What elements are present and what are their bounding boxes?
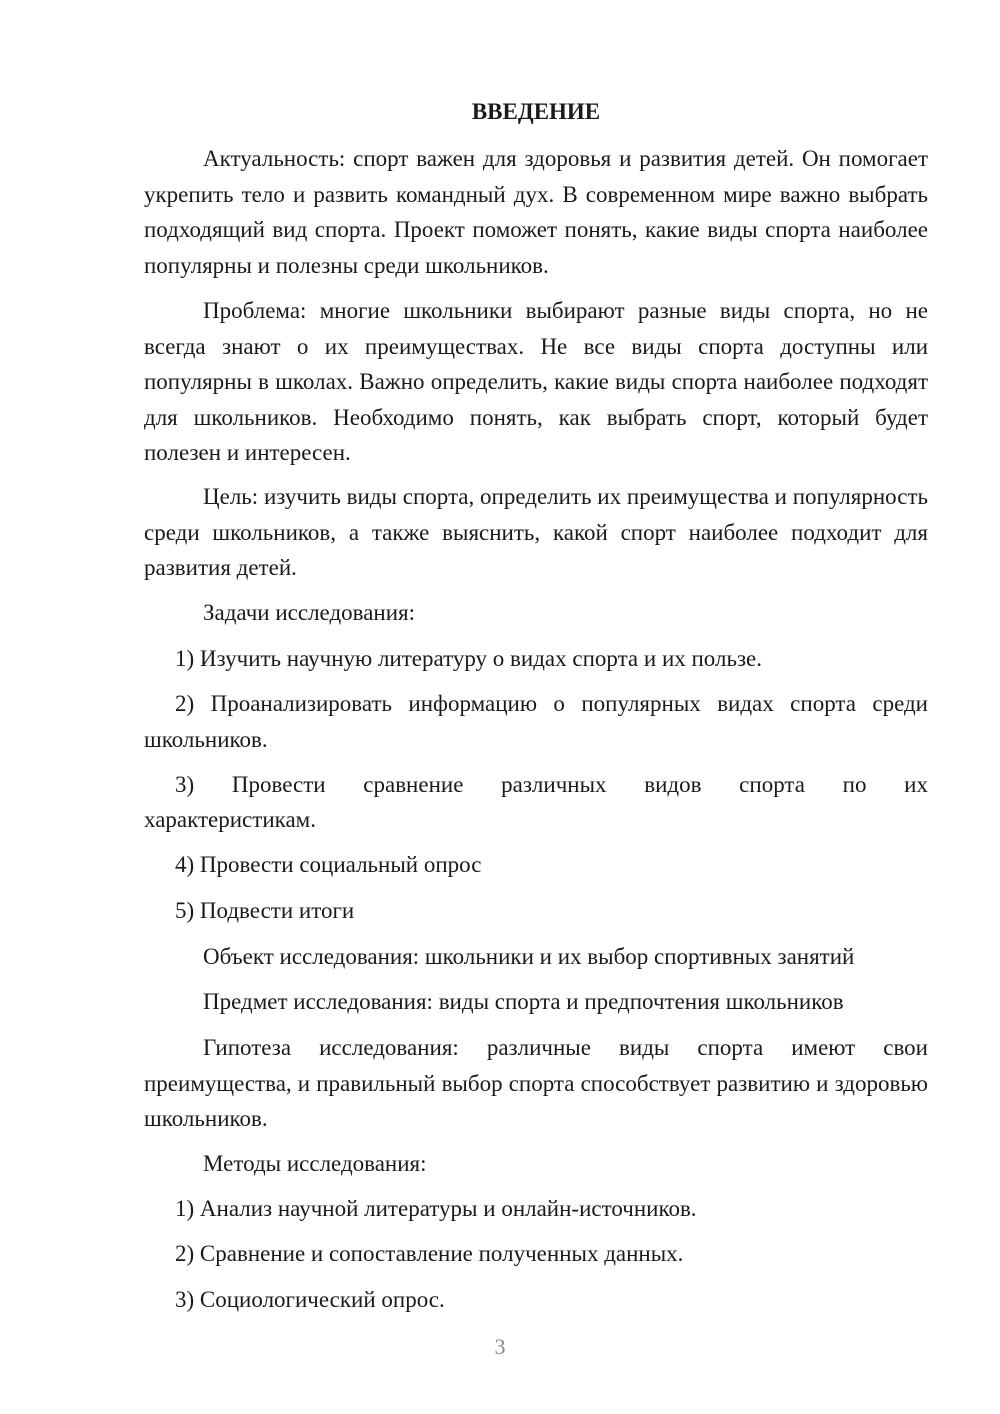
task-item: 4) Провести социальный опрос xyxy=(175,852,482,877)
task-item-continuation: характеристикам. xyxy=(144,807,316,832)
problem-paragraph: Проблема: многие школьники выбирают разные виды спорта, но не всегда знают о их преимуществах. Не все виды спорта доступны или популярны в школах. Важно определить, какие виды спорта наиболее подходят для школьников. Необходимо понять, как выбрать спорт, который будет полезен и интересен. xyxy=(144,298,928,465)
hypothesis-paragraph: Гипотеза исследования: различные виды спорта имеют свои преимущества, и правильный выбор спорта способствует развитию и здоровью школьников. xyxy=(144,1035,928,1131)
tasks-heading: Задачи исследования: xyxy=(203,600,416,625)
method-item: 2) Сравнение и сопоставление полученных данных. xyxy=(175,1241,684,1266)
task-item: 1) Изучить научную литературу о видах спорта и их пользе. xyxy=(175,646,763,671)
page-number: 3 xyxy=(494,1334,506,1359)
method-item: 3) Социологический опрос. xyxy=(175,1287,445,1312)
page-title: ВВЕДЕНИЕ xyxy=(471,99,601,124)
relevance-paragraph: Актуальность: спорт важен для здоровья и развития детей. Он помогает укрепить тело и развить командный дух. В современном мире важно выбрать подходящий вид спорта. Проект поможет понять, какие виды спорта наиболее популярны и полезны среди школьников. xyxy=(144,146,928,278)
object-paragraph: Объект исследования: школьники и их выбор спортивных занятий xyxy=(203,944,855,969)
task-item: 2) Проанализировать информацию о популярных видах спорта среди школьников. xyxy=(144,691,928,752)
task-item: 5) Подвести итоги xyxy=(175,898,355,923)
task-item: 3) Провести сравнение различных видов спорта по их xyxy=(175,772,928,797)
subject-paragraph: Предмет исследования: виды спорта и предпочтения школьников xyxy=(203,989,844,1014)
goal-paragraph: Цель: изучить виды спорта, определить их преимущества и популярность среди школьников, а также выяснить, какой спорт наиболее подходит для развития детей. xyxy=(144,484,928,580)
method-item: 1) Анализ научной литературы и онлайн-источников. xyxy=(175,1196,697,1221)
methods-heading: Методы исследования: xyxy=(203,1151,427,1176)
